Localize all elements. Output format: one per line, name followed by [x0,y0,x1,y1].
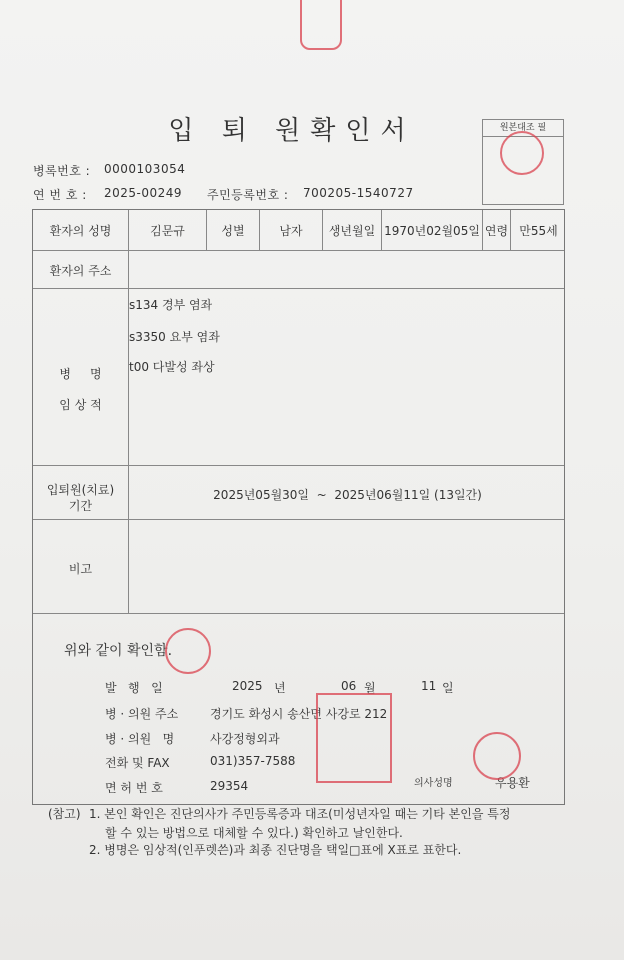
license-label: 면 허 번 호 [105,781,163,795]
rrn: 700205-1540727 [303,186,414,200]
name-label: 환자의 성명 [49,224,112,238]
row-divider [33,519,564,520]
row-divider [33,250,564,251]
row-divider [33,288,564,289]
chart-number: 0000103054 [104,162,186,176]
note-1-line-1: 1. 본인 확인은 진단의사가 주민등록증과 대조(미성년자일 때는 기타 본인을 특정 [89,807,511,821]
doctor-name: 우용환 [495,776,530,790]
note-1-line-2: 할 수 있는 방법으로 대체할 수 있다.) 확인하고 날인한다. [105,826,403,840]
clinic-seal-stamp [316,693,392,783]
row-divider [33,613,564,614]
clinic-name: 사강정형외과 [210,732,280,746]
patient-name: 김문규 [150,224,185,238]
patient-dob: 1970년02월05일 [384,224,480,238]
serial-number: 2025-00249 [104,186,183,200]
confirm-signature-stamp [165,628,211,674]
notes-prefix: (참고) [48,807,81,821]
diagnosis-item-2: s3350 요부 염좌 [129,330,220,344]
patient-age: 만55세 [519,224,558,238]
document-title: 입 퇴 원확인서 [168,116,416,146]
issue-year: 2025 [232,679,263,693]
diagnosis-item-1: s134 경부 염좌 [129,298,213,312]
issue-day-unit: 일 [442,681,454,695]
doctor-label: 의사성명 [414,778,453,789]
dob-label: 생년월일 [328,224,376,238]
period-value: 2025년05월30일 ~ 2025년06월11일 (13일간) [213,488,482,502]
clinic-address: 경기도 화성시 송산면 사강로 212 [210,707,388,721]
top-seal-stamp [300,0,342,50]
col-divider [128,210,129,613]
confirm-statement: 위와 같이 확인함. [64,643,173,659]
row-divider [33,465,564,466]
rrn-label: 주민등록번호 : [207,188,289,202]
note-2: 2. 병명은 임상적(인푸렛쓴)과 최종 진단명을 택일□표에 X표로 표한다. [89,843,462,857]
issue-month-unit: 월 [364,681,376,695]
confirmation-table [32,209,565,805]
age-label: 연령 [484,224,509,238]
patient-sex: 남자 [279,224,303,238]
address-label: 환자의 주소 [49,264,112,278]
clinical-label: 임 상 적 [59,398,102,412]
clinic-address-label: 병 · 의원 주소 [105,707,179,721]
issue-day: 11 [421,679,437,693]
issue-month: 06 [341,679,357,693]
original-check-stamp [500,131,544,175]
diagnosis-item-3: t00 다발성 좌상 [129,360,215,374]
diagnosis-label: 병 명 [59,367,102,381]
clinic-name-label: 병 · 의원 명 [105,732,175,746]
chart-number-label: 병록번호 : [33,164,91,178]
issue-year-unit: 년 [274,681,286,695]
original-check-label: 원본대조 필 [483,120,563,137]
issue-date-label: 발 행 일 [105,681,163,695]
serial-number-label: 연 번 호 : [33,188,87,202]
license-number: 29354 [210,779,249,793]
phone-number: 031)357-7588 [210,754,296,768]
remarks-label: 비고 [68,562,93,576]
sex-label: 성별 [221,224,245,238]
period-label: 입퇴원(치료) [46,483,115,497]
doctor-seal-stamp [473,732,521,780]
period-label-2: 기간 [68,499,93,513]
phone-label: 전화 및 FAX [105,756,170,770]
